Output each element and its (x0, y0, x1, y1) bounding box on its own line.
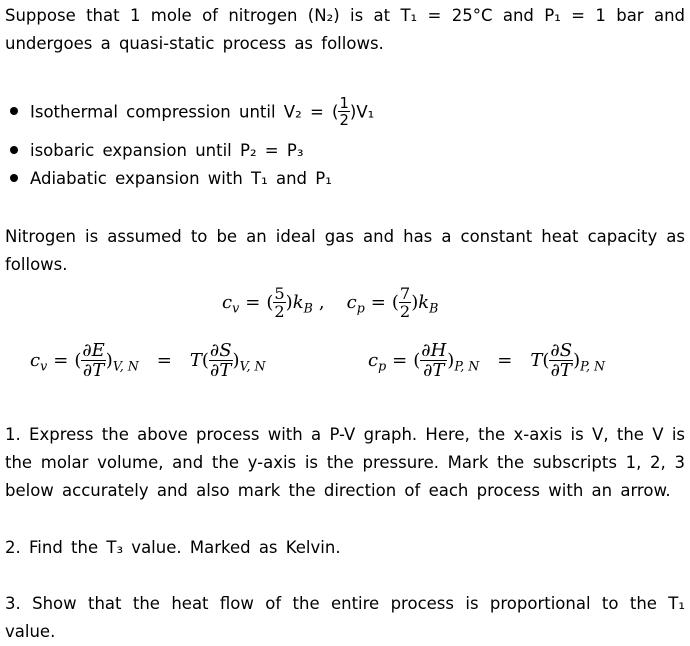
cv-fraction (273, 286, 285, 320)
cp-subscript: p (356, 300, 365, 316)
bullet-adiabatic (10, 165, 332, 193)
dT-denominator-2: ∂T (210, 360, 232, 381)
dT-denominator-4: ∂T (550, 360, 572, 381)
intro-line-2: undergoes a quasi-static process as follows. (5, 34, 384, 53)
vn-subscript: V, N (112, 358, 139, 374)
cv-symbol: c (222, 292, 233, 314)
dS-numerator: ∂S (209, 340, 232, 361)
cp-fraction (399, 286, 411, 320)
temperature-symbol: T (189, 350, 202, 371)
cp-deriv-subscript: p (378, 358, 387, 374)
question-1-line-3: below accurately and also mark the direction of each process with an arrow. (5, 481, 671, 500)
kb-subscript-2: B (429, 300, 439, 316)
dE-numerator: ∂E (82, 340, 105, 361)
cv-subscript: v (232, 300, 240, 316)
question-1-line-2: the molar volume, and the y-axis is the pressure. Mark the subscripts 1, 2, 3 (5, 453, 685, 472)
fraction-denominator: 2 (339, 110, 349, 129)
bullet-isothermal-prefix: Isothermal compression until V₂ = ( (30, 102, 339, 122)
kb-subscript: B (303, 300, 313, 316)
bullet-dot-icon (10, 146, 18, 154)
bullet-adiabatic-text: Adiabatic expansion with T₁ and P₁ (30, 169, 332, 188)
question-1-line-1: 1. Express the above process with a P-V graph. Here, the x-axis is V, the V is (5, 425, 685, 444)
cp-fraction-numerator: 7 (399, 284, 411, 303)
bullet-dot-icon (10, 107, 18, 115)
pn-subscript: P, N (454, 358, 480, 374)
cp-symbol: c (346, 292, 357, 314)
bullet-isobaric (10, 137, 303, 165)
cv-fraction-denominator: 2 (274, 302, 285, 322)
dH-dT-fraction (420, 342, 447, 380)
question-3: 3. Show that the heat flow of the entire process is proportional to the T₁ value. (5, 594, 685, 641)
kb-symbol-2: k (418, 292, 430, 314)
cp-fraction-denominator: 2 (399, 302, 411, 322)
temperature-symbol-2: T (530, 350, 543, 371)
vn-subscript-2: V, N (239, 358, 266, 374)
dH-numerator: ∂H (421, 340, 447, 361)
dT-denominator: ∂T (82, 360, 105, 381)
dS-numerator-2: ∂S (550, 340, 573, 361)
bullet-isobaric-text: isobaric expansion until P₂ = P₃ (30, 141, 304, 160)
dT-denominator-3: ∂T (423, 360, 445, 381)
kb-symbol: k (292, 292, 304, 314)
question-2: 2. Find the T₃ value. Marked as Kelvin. (5, 538, 341, 557)
cv-fraction-numerator: 5 (274, 284, 285, 303)
heat-capacity-equation: $c_v$ = ( $\frac{5}{2}$ )$k_B$ , $c_p$ = ( $\frac{7}{2}$ )$k_B$ (222, 284, 439, 322)
cv-derivative-equation: $c_v$ = ( $\frac{\partial E}{\partial T}$ )$_{V, N} = T$( $\frac{\partial S}{\partial T}$ )$_{V, N}$ (30, 340, 266, 381)
bullet-dot-icon (10, 174, 18, 182)
dS-dT-fraction (209, 342, 233, 380)
pn-subscript-2: P, N (580, 358, 606, 374)
bullet-isothermal-suffix: )V₁ (349, 102, 375, 122)
cp-deriv-symbol: c (368, 350, 379, 371)
nitrogen-line-2: follows. (5, 255, 68, 274)
nitrogen-line-1: Nitrogen is assumed to be an ideal gas and has a constant heat capacity as (5, 227, 685, 246)
dS-dT-fraction-2 (549, 342, 573, 380)
cp-derivative-equation: $c_p$ = ( $\frac{\partial H}{\partial T}$ )$_{P, N} = T$( $\frac{\partial S}{\partial T}$ )$_{P, N}$ (368, 340, 606, 381)
dE-dT-fraction (81, 342, 105, 380)
cv-deriv-symbol: c (30, 350, 41, 371)
intro-line-1: Suppose that 1 mole of nitrogen (N₂) is at T₁ = 25°C and P₁ = 1 bar and (5, 6, 685, 25)
fraction-numerator: 1 (339, 94, 349, 112)
bullet-isothermal (10, 94, 375, 129)
cv-deriv-subscript: v (40, 358, 48, 374)
bullet-isothermal-fraction (338, 96, 349, 128)
